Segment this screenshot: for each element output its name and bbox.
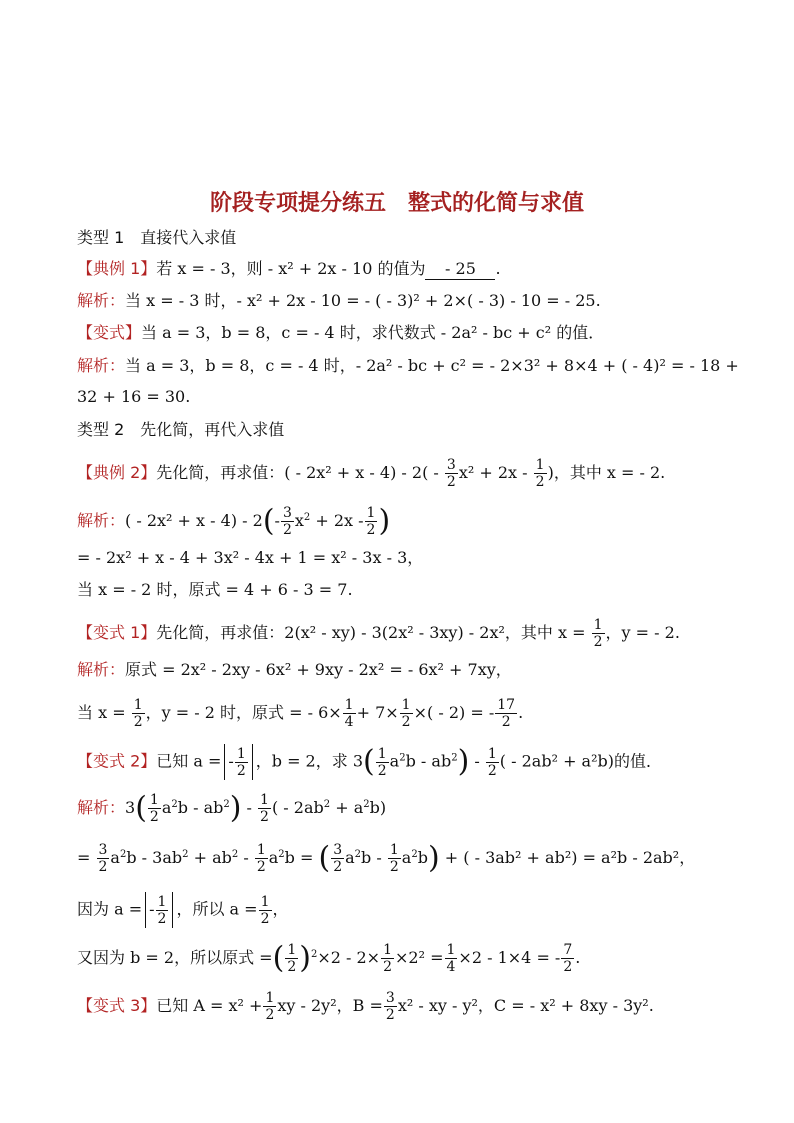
section-type2: 类型 2 先化简，再代入求值 <box>77 420 285 439</box>
solution1: 解析：当 x = - 3 时，- x² + 2x - 10 = - ( - 3)² + 2×( - 3) - 10 = - 25. <box>77 291 601 310</box>
variant2: 【变式 1】先化简，再求值：2(x² - xy) - 3(2x² - 3xy) - 2x²，其中 x = $\frac{1}{2}$ ，y = - 2. <box>77 617 680 650</box>
solution5-line4: 又因为 b = 2，所以原式 =( $\frac{1}{2}$ )$^2$×2 - 2× $\frac{1}{2}$ ×2² = $\frac{1}{4}$ ×2 - 1×4 = - $\frac{7}{2}$ . <box>77 940 581 976</box>
solution2-line1: 解析：当 a = 3，b = 8，c = - 4 时，- 2a² - bc + c² = - 2×3² + 8×4 + ( - 4)² = - 18 + <box>77 356 739 375</box>
solution3-line1: 解析：( - 2x² + x - 4) - 2(- $\frac{3}{2}$ $x^2 + 2x$ - $\frac{1}{2}$ ) <box>77 503 391 539</box>
page-title: 阶段专项提分练五 整式的化简与求值 <box>209 191 584 216</box>
solution3-line2: = - 2x² + x - 4 + 3x² - 4x + 1 = x² - 3x - 3， <box>77 548 424 567</box>
section-type1: 类型 1 直接代入求值 <box>77 228 237 247</box>
solution5-line1: 解析：3( $\frac{1}{2}$ $a^2b - ab^2$) - $\frac{1}{2}$ ( - $2ab^2 + a^2b$) <box>77 790 387 826</box>
variant1: 【变式】当 a = 3，b = 8，c = - 4 时，求代数式 - 2a² - bc + c² 的值． <box>77 323 605 342</box>
answer-blank: - 25 <box>425 259 495 280</box>
example2: 【典例 2】先化简，再求值：( - 2x² + x - 4) - 2( - $\frac{3}{2}$ x² + 2x - $\frac{1}{2}$ )，其中 x = - 2. <box>77 457 666 490</box>
solution4-line2: 当 x = $\frac{1}{2}$ ，y = - 2 时，原式 = - 6× $\frac{1}{4}$ + 7× $\frac{1}{2}$ ×( - 2) = - $\frac{17}{2}$ . <box>77 697 524 730</box>
solution3-line3: 当 x = - 2 时，原式 = 4 + 6 - 3 = 7. <box>77 580 353 599</box>
example1: 【典例 1】若 x = - 3，则 - x² + 2x - 10 的值为 - 25 . <box>77 259 501 278</box>
solution4-line1: 解析：原式 = 2x² - 2xy - 6x² + 9xy - 2x² = - 6x² + 7xy， <box>77 660 512 679</box>
variant3: 【变式 2】已知 a = - $\frac{1}{2}$ ，b = 2，求 3( $\frac{1}{2}$ $a^2b - ab^2$) - $\frac{1}{2}$ ( - 2ab² + a²b)的值． <box>77 744 662 779</box>
variant4: 【变式 3】已知 A = x² + $\frac{1}{2}$ xy - 2y²，B = $\frac{3}{2}$ x² - xy - y²，C = - x² + 8xy - 3y². <box>77 990 654 1023</box>
solution5-line2: = $\frac{3}{2}$ $a^2b - 3ab^2 + ab^2$ - $\frac{1}{2}$ $a^2b$ = ( $\frac{3}{2}$ $a^2b$ - $\frac{1}{2}$ $a^2b$) + ( - 3ab² + ab²) = a²b - 2ab²， <box>77 840 696 876</box>
solution2-line2: 32 + 16 = 30. <box>77 387 191 406</box>
solution5-line3: 因为 a = - $\frac{1}{2}$ ，所以 a = $\frac{1}{2}$ ， <box>77 893 289 927</box>
